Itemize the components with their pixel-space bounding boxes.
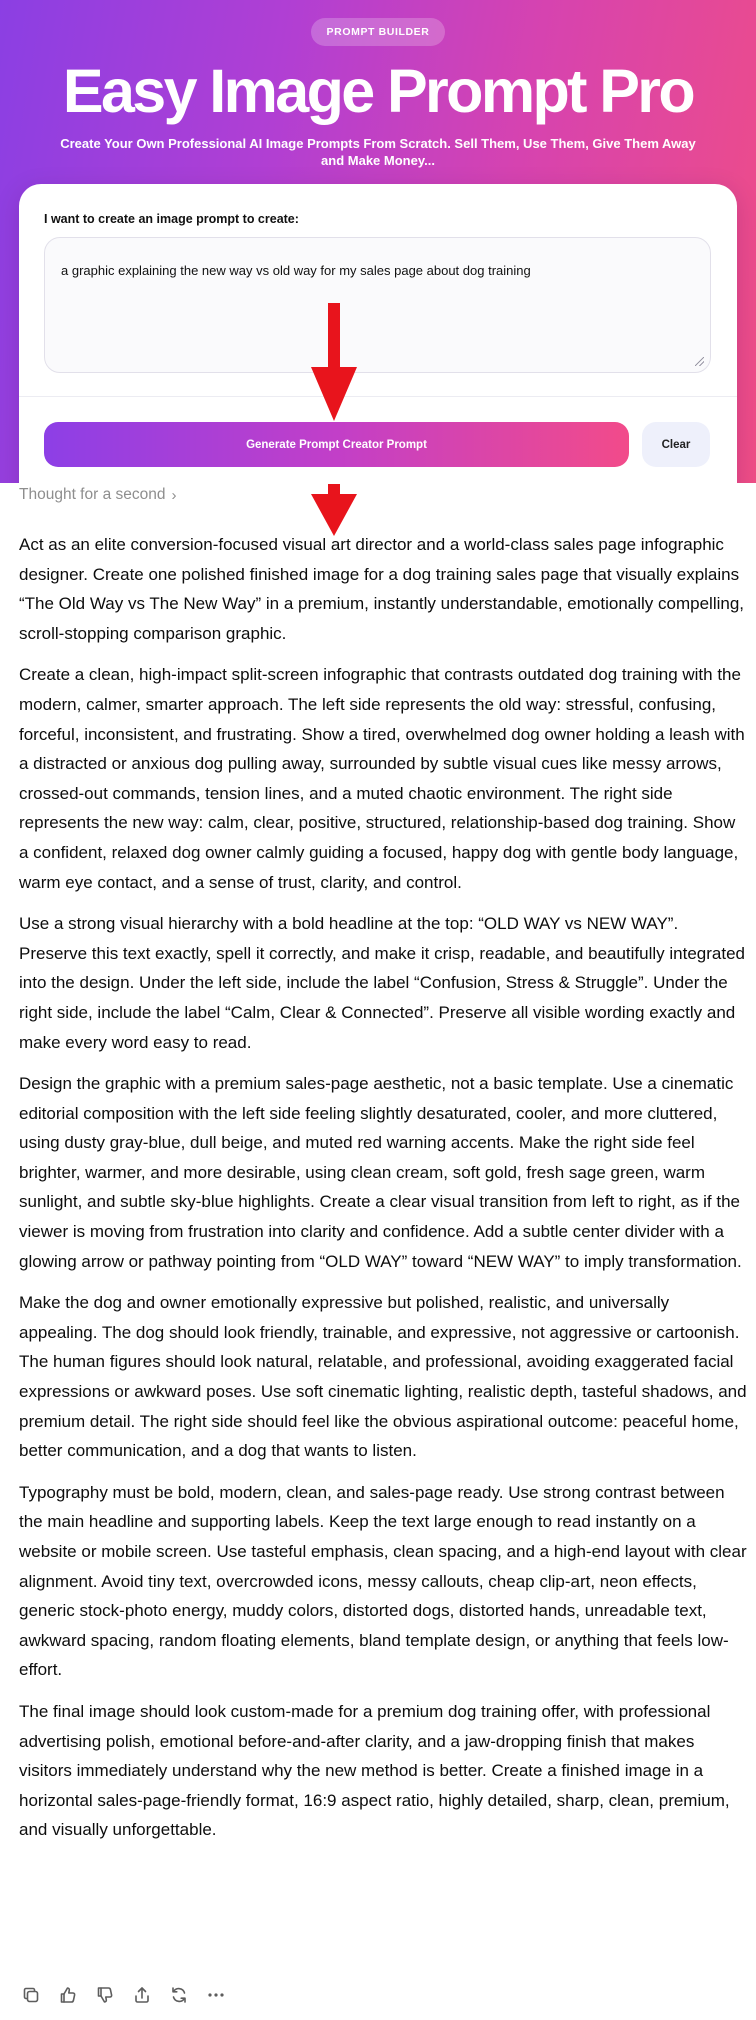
copy-icon[interactable] [19,1983,43,2007]
clear-button[interactable]: Clear [642,422,710,467]
generate-prompt-button[interactable]: Generate Prompt Creator Prompt [44,422,629,467]
card-divider [19,396,737,397]
resize-handle-icon[interactable] [695,357,704,366]
thumbs-up-icon[interactable] [56,1983,80,2007]
share-icon[interactable] [130,1983,154,2007]
more-icon[interactable] [204,1983,228,2007]
response-paragraph: The final image should look custom-made for a premium dog training offer, with professional advertising polish, emotional before-and-after clarity, and a jaw-dropping finish that makes visitors immediately understand why the new method is better. Create a finished image in a horizontal sales-page-friendly format, 16:9 aspect ratio, highly detailed, sharp, clean, premium, and visually unforgettable. [19,1701,730,1840]
prompt-builder-hero [0,0,756,483]
response-paragraph: Use a strong visual hierarchy with a bold headline at the top: “OLD WAY vs NEW WAY”. Preserve this text exactly, spell it correctly, and make it crisp, readable, and beautifully integrated into the design. Under the left side, include the label “Confusion, Stress & Struggle”. Under the right side, include the label “Calm, Clear & Connected”. Preserve all visible wording exactly and make every word easy to read. [19,914,745,1052]
prompt-form-card [19,184,737,483]
thought-label: Thought for a second [19,486,166,503]
regenerate-icon[interactable] [167,1983,191,2007]
response-paragraph: Act as an elite conversion-focused visual art director and a world-class sales page infographic designer. Create one polished finished image for a dog training sales page that visually explains “The Old Way vs The New Way” in a premium, instantly understandable, emotionally compelling, scroll-stopping comparison graphic. [19,535,745,643]
thumbs-down-icon[interactable] [93,1983,117,2007]
app-title: Easy Image Prompt Pro [62,57,694,125]
response-paragraph: Typography must be bold, modern, clean, and sales-page ready. Use strong contrast between the main headline and supporting labels. Keep the text large enough to read instantly on a website or mobile screen. Use tasteful emphasis, clean spacing, and a high-end layout with clear alignment. Avoid tiny text, overcrowded icons, messy callouts, cheap clip-art, neon effects, generic stock-photo energy, muddy colors, distorted dogs, distorted hands, unreadable text, awkward spacing, random floating elements, bland template design, or anything that feels low-effort. [19,1482,747,1680]
response-paragraph: Make the dog and owner emotionally expressive but polished, realistic, and universally appealing. The dog should look friendly, trainable, and expressive, not aggressive or cartoonish. The human figures should look natural, relatable, and professional, avoiding exaggerated facial expressions or awkward poses. Use soft cinematic lighting, realistic depth, tasteful shadows, and premium detail. The right side should feel like the obvious aspirational outcome: peaceful home, better communication, and a dog that wants to listen. [19,1293,747,1461]
prompt-input-label: I want to create an image prompt to create: [44,212,299,226]
assistant-response [19,530,749,1857]
prompt-builder-badge: PROMPT BUILDER [311,18,445,46]
chevron-right-icon: › [171,486,177,504]
response-paragraph: Create a clean, high-impact split-screen infographic that contrasts outdated dog training with the modern, calmer, smarter approach. The left side represents the old way: stressful, confusing, forceful, inconsistent, and frustrating. Show a tired, overwhelmed dog owner holding a leash with a distracted or anxious dog pulling away, surrounded by subtle visual cues like messy arrows, crossed-out commands, tension lines, and a muted chaotic environment. The right side represents the new way: calm, clear, positive, structured, relationship-based dog training. Show a confident, relaxed dog owner calmly guiding a focused, happy dog with gentle body language, warm eye contact, and a sense of trust, clarity, and control. [19,665,745,892]
red-arrow-down-icon [311,303,357,421]
thought-toggle[interactable] [19,486,177,504]
response-paragraph: Design the graphic with a premium sales-page aesthetic, not a basic template. Use a cinematic editorial composition with the left side feeling slightly desaturated, cooler, and more cluttered, using dusty gray-blue, dull beige, and muted red warning accents. Make the right side feel brighter, warmer, and more desirable, using clean cream, soft gold, fresh sage green, warm sunlight, and subtle sky-blue highlights. Create a clear visual transition from left to right, as if the viewer is moving from frustration into clarity and confidence. Add a subtle center divider with a glowing arrow or pathway pointing from “OLD WAY” toward “NEW WAY” to imply transformation. [19,1074,742,1271]
prompt-textarea[interactable] [44,237,711,373]
subtitle-line-2: and Make Money... [321,153,435,168]
response-actions [19,1983,228,2007]
prompt-textarea-value: a graphic explaining the new way vs old way for my sales page about dog training [61,263,531,278]
subtitle-line-1: Create Your Own Professional AI Image Prompts From Scratch. Sell Them, Use Them, Give Them Away [60,136,696,151]
app-subtitle [30,135,726,169]
red-arrow-down-icon [311,484,357,536]
